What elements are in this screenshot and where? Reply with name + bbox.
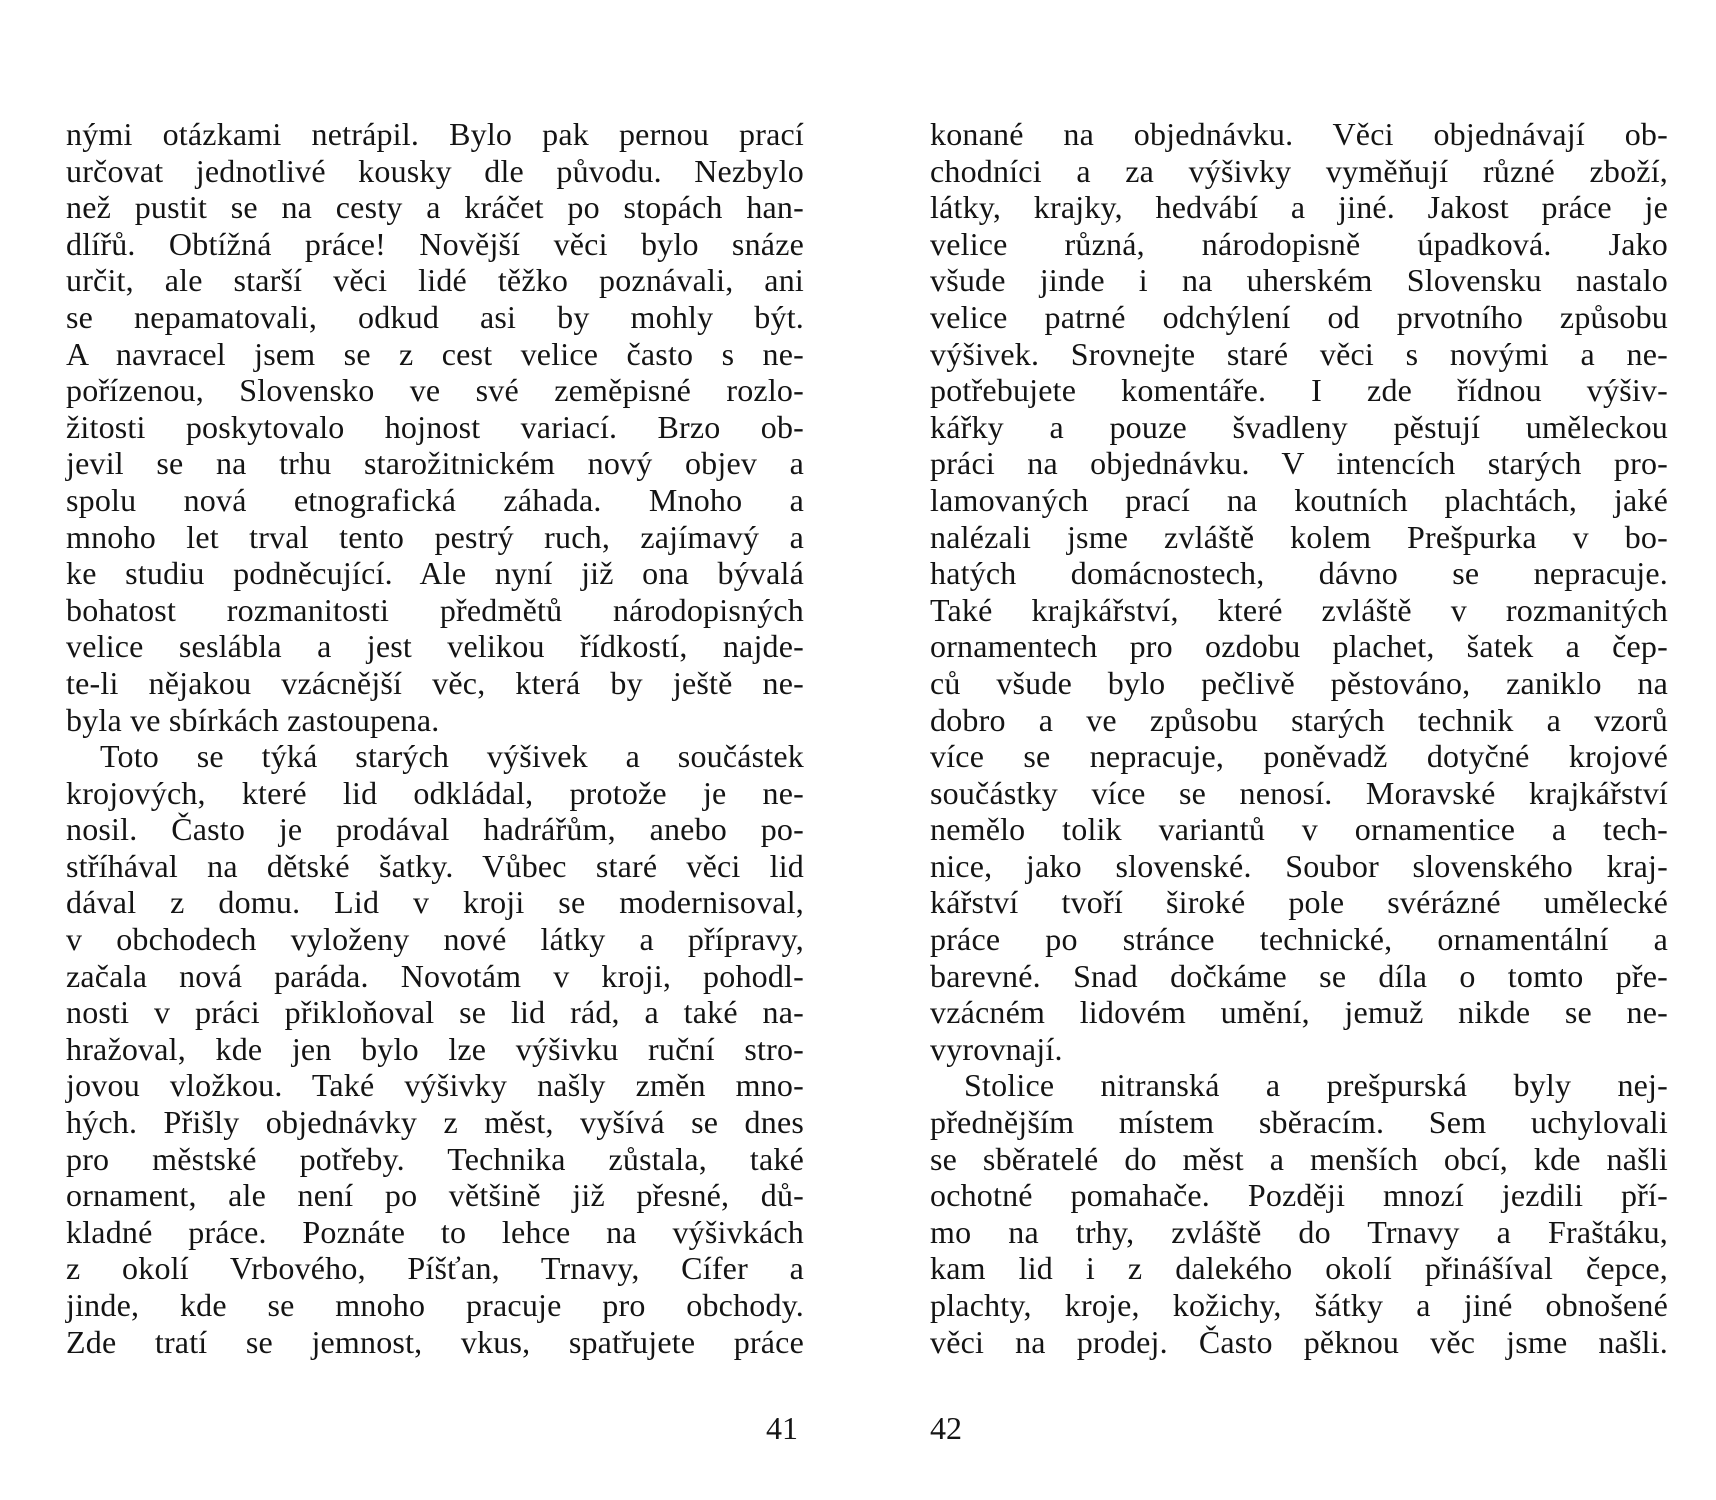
- text-line: jovou vložkou. Také výšivky našly změn mno-: [66, 1067, 804, 1104]
- text-line: chodníci a za výšivky vyměňují různé zboží,: [930, 152, 1668, 189]
- text-line: se sběratelé do měst a menších obcí, kde našli: [930, 1140, 1668, 1177]
- text-line: kářství tvoří široké pole svérázné umělecké: [930, 884, 1668, 921]
- text-line: dával z domu. Lid v kroji se modernisoval,: [66, 884, 804, 921]
- text-line: barevné. Snad dočkáme se díla o tomto pře-: [930, 957, 1668, 994]
- text-line: nemělo tolik variantů v ornamentice a tech-: [930, 811, 1668, 848]
- text-line: všude jinde i na uherském Slovensku nastalo: [930, 262, 1668, 299]
- text-line: velice patrné odchýlení od prvotního způsobu: [930, 298, 1668, 335]
- text-line: hých. Přišly objednávky z měst, vyšívá se dnes: [66, 1104, 804, 1141]
- text-line: velice seslábla a jest velikou řídkostí, najde-: [66, 628, 804, 665]
- page-number-left: 41: [766, 1410, 798, 1446]
- text-line: dlířů. Obtížná práce! Novější věci bylo snáze: [66, 225, 804, 262]
- text-line: nalézali jsme zvláště kolem Prešpurka v bo-: [930, 518, 1668, 555]
- text-line: A navracel jsem se z cest velice často s ne-: [66, 335, 804, 372]
- right-page-text: [930, 116, 1668, 1360]
- text-line: Také krajkářství, které zvláště v rozmanitých: [930, 591, 1668, 628]
- text-line: kářky a pouze švadleny pěstují uměleckou: [930, 408, 1668, 445]
- text-line: součástky více se nenosí. Moravské krajkářství: [930, 774, 1668, 811]
- text-line: Zde tratí se jemnost, vkus, spatřujete práce: [66, 1323, 804, 1360]
- text-line: určovat jednotlivé kousky dle původu. Nezbylo: [66, 152, 804, 189]
- text-line: hražoval, kde jen bylo lze výšivku ruční stro-: [66, 1030, 804, 1067]
- text-line: více se nepracuje, poněvadž dotyčné krojové: [930, 738, 1668, 775]
- text-line: látky, krajky, hedvábí a jiné. Jakost práce je: [930, 189, 1668, 226]
- text-line: práci na objednávku. V intencích starých pro-: [930, 445, 1668, 482]
- text-line: jinde, kde se mnoho pracuje pro obchody.: [66, 1287, 804, 1323]
- text-line: pro městské potřeby. Technika zůstala, také: [66, 1140, 804, 1177]
- text-line: plachty, kroje, kožichy, šátky a jiné obnošené: [930, 1287, 1668, 1323]
- text-line: ců všude bylo pečlivě pěstováno, zaniklo na: [930, 664, 1668, 701]
- text-line: Toto se týká starých výšivek a součástek: [100, 738, 804, 775]
- text-line: nosti v práci přikloňoval se lid rád, a také na-: [66, 994, 804, 1031]
- text-line: dobro a ve způsobu starých technik a vzorů: [930, 701, 1668, 738]
- text-line: přednějším místem sběracím. Sem uchylovali: [930, 1104, 1668, 1141]
- text-line: ornamentech pro ozdobu plachet, šatek a čep-: [930, 628, 1668, 665]
- text-line: stříhával na dětské šatky. Vůbec staré věci lid: [66, 847, 804, 884]
- text-line: kladné práce. Poznáte to lehce na výšivkách: [66, 1213, 804, 1250]
- text-line: krojových, které lid odkládal, protože je ne-: [66, 774, 804, 811]
- text-line: byla ve sbírkách zastoupena.: [66, 701, 440, 738]
- text-line: vyrovnají.: [930, 1030, 1063, 1067]
- text-line: jevil se na trhu starožitnickém nový objev a: [66, 445, 804, 482]
- text-line: potřebujete komentáře. I zde řídnou výšiv-: [930, 372, 1668, 409]
- text-line: te-li nějakou vzácnější věc, která by ještě ne-: [66, 664, 804, 701]
- text-line: začala nová paráda. Novotám v kroji, pohodl-: [66, 957, 804, 994]
- text-line: spolu nová etnografická záhada. Mnoho a: [66, 481, 804, 518]
- text-line: ornament, ale není po většině již přesné, dů-: [66, 1177, 804, 1214]
- text-line: výšivek. Srovnejte staré věci s novými a ne-: [930, 335, 1668, 372]
- text-line: než pustit se na cesty a kráčet po stopách han-: [66, 189, 804, 226]
- text-line: nosil. Často je prodával hadrářům, anebo po-: [66, 811, 804, 848]
- text-line: věci na prodej. Často pěknou věc jsme našli.: [930, 1323, 1668, 1360]
- text-line: žitosti poskytovalo hojnost variací. Brzo ob-: [66, 408, 804, 445]
- text-line: určit, ale starší věci lidé těžko poznávali, ani: [66, 262, 804, 299]
- text-line: práce po stránce technické, ornamentální a: [930, 921, 1668, 958]
- text-line: v obchodech vyloženy nové látky a přípravy,: [66, 921, 804, 958]
- text-line: ke studiu podněcující. Ale nyní již ona bývalá: [66, 555, 804, 592]
- text-line: se nepamatovali, odkud asi by mohly být.: [66, 298, 804, 335]
- text-line: Stolice nitranská a prešpurská byly nej-: [964, 1067, 1668, 1104]
- text-line: nými otázkami netrápil. Bylo pak pernou prací: [66, 116, 804, 152]
- text-line: vzácném lidovém umění, jemuž nikde se ne-: [930, 994, 1668, 1031]
- page-number-right: 42: [930, 1410, 962, 1446]
- text-line: lamovaných prací na koutních plachtách, jaké: [930, 481, 1668, 518]
- text-line: mnoho let trval tento pestrý ruch, zajímavý a: [66, 518, 804, 555]
- text-line: nice, jako slovenské. Soubor slovenského kraj-: [930, 847, 1668, 884]
- text-line: hatých domácnostech, dávno se nepracuje.: [930, 555, 1668, 592]
- text-line: konané na objednávku. Věci objednávají ob-: [930, 116, 1668, 152]
- text-line: velice různá, národopisně úpadková. Jako: [930, 225, 1668, 262]
- text-line: bohatost rozmanitosti předmětů národopisných: [66, 591, 804, 628]
- text-line: pořízenou, Slovensko ve své zeměpisné rozlo-: [66, 372, 804, 409]
- text-line: mo na trhy, zvláště do Trnavy a Fraštáku,: [930, 1213, 1668, 1250]
- text-line: z okolí Vrbového, Píšťan, Trnavy, Cífer a: [66, 1250, 804, 1287]
- text-line: kam lid i z dalekého okolí přinášíval čepce,: [930, 1250, 1668, 1287]
- text-line: ochotné pomahače. Později mnozí jezdili pří-: [930, 1177, 1668, 1214]
- left-page-text: [66, 116, 804, 1360]
